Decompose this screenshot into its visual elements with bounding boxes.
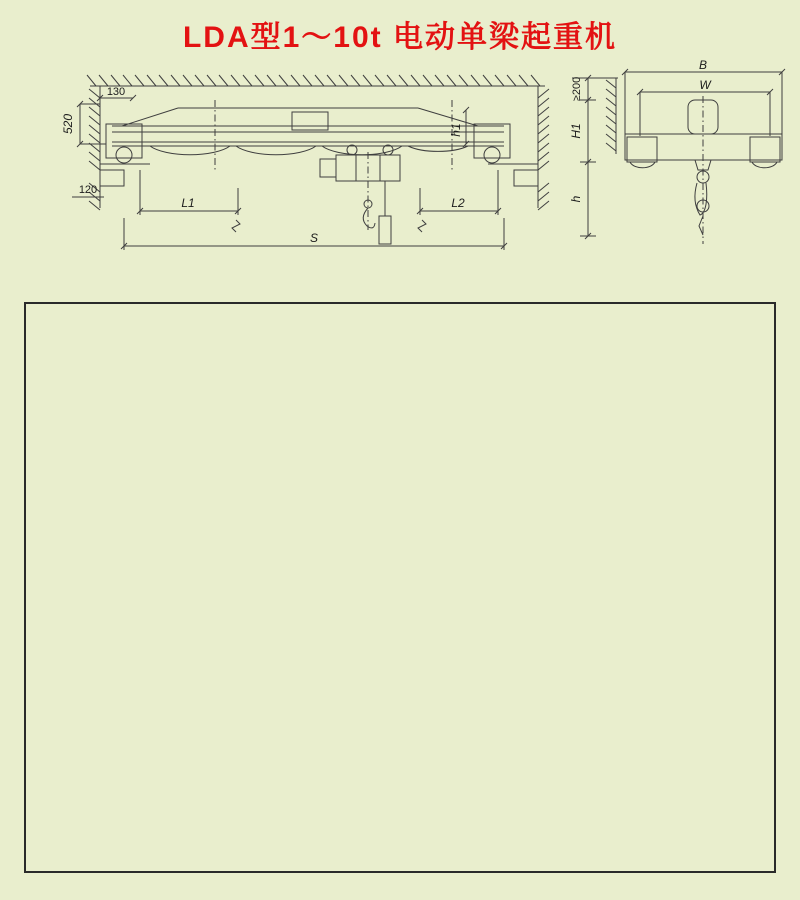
hatch-line [327, 75, 336, 86]
hatch-line [606, 107, 616, 115]
hatch-line [507, 75, 516, 86]
hatch-line [99, 75, 108, 86]
hatch-line [291, 75, 300, 86]
hatch-line [538, 201, 549, 210]
hatch-line [411, 75, 420, 86]
hatch-line [89, 201, 100, 210]
hatch-line [538, 134, 549, 143]
hatch-line [303, 75, 312, 86]
hatch-line [538, 116, 549, 125]
hatch-line [606, 125, 616, 133]
dim-l1: L1 [181, 196, 195, 210]
hatch-line [339, 75, 348, 86]
hatch-line [135, 75, 144, 86]
hatch-line [538, 89, 549, 98]
hatch-line [538, 161, 549, 170]
crane-drawing [0, 58, 800, 296]
hatch-line [538, 98, 549, 107]
hatch-line [606, 80, 616, 88]
hatch-line [147, 75, 156, 86]
hatch-line [606, 143, 616, 151]
dim-520: 520 [61, 113, 75, 135]
dim-h1: h1 [449, 123, 463, 137]
hatch-line [435, 75, 444, 86]
hatch-line [447, 75, 456, 86]
crane-side-view-drawing [61, 75, 549, 250]
hatch-line [459, 75, 468, 86]
dim-clearance: ≥200 [571, 76, 583, 102]
hatch-line [399, 75, 408, 86]
hatch-line [538, 143, 549, 152]
dim-l2: L2 [451, 196, 465, 210]
hatch-line [89, 152, 100, 161]
page-title: LDA型1～10t 电动单梁起重机 [182, 21, 618, 54]
hatch-line [89, 107, 100, 116]
hatch-line [531, 75, 540, 86]
hatch-line [267, 75, 276, 86]
hatch-line [495, 75, 504, 86]
hatch-line [471, 75, 480, 86]
hatch-line [538, 183, 549, 192]
hatch-line [171, 75, 180, 86]
dim-s: S [309, 231, 319, 245]
hatch-line [219, 75, 228, 86]
hatch-line [89, 161, 100, 170]
hatch-line [207, 75, 216, 86]
hatch-line [538, 152, 549, 161]
crane-end-view-drawing [569, 58, 785, 244]
hatch-line [89, 125, 100, 134]
dim-h: h [569, 195, 583, 203]
hatch-line [606, 89, 616, 97]
dim-H1: H1 [569, 123, 583, 139]
hatch-line [195, 75, 204, 86]
hatch-line [87, 75, 96, 86]
hatch-line [315, 75, 324, 86]
hatch-line [231, 75, 240, 86]
hatch-line [538, 107, 549, 116]
hatch-line [375, 75, 384, 86]
dim-120: 120 [78, 184, 98, 196]
hatch-line [111, 75, 120, 86]
hatch-line [89, 116, 100, 125]
hatch-line [423, 75, 432, 86]
hatch-line [351, 75, 360, 86]
hatch-line [483, 75, 492, 86]
hatch-line [255, 75, 264, 86]
hatch-line [387, 75, 396, 86]
hatch-line [89, 89, 100, 98]
hatch-line [159, 75, 168, 86]
hatch-line [123, 75, 132, 86]
hatch-line [363, 75, 372, 86]
spec-table [24, 302, 776, 873]
hatch-line [183, 75, 192, 86]
hatch-line [538, 192, 549, 201]
hatch-line [606, 116, 616, 124]
hatch-line [519, 75, 528, 86]
hatch-line [538, 125, 549, 134]
dim-b: B [698, 58, 708, 72]
dim-130: 130 [106, 86, 126, 98]
dim-w: W [699, 78, 711, 92]
hatch-line [606, 134, 616, 142]
hatch-line [89, 134, 100, 143]
hatch-line [243, 75, 252, 86]
hatch-line [279, 75, 288, 86]
hatch-line [606, 98, 616, 106]
